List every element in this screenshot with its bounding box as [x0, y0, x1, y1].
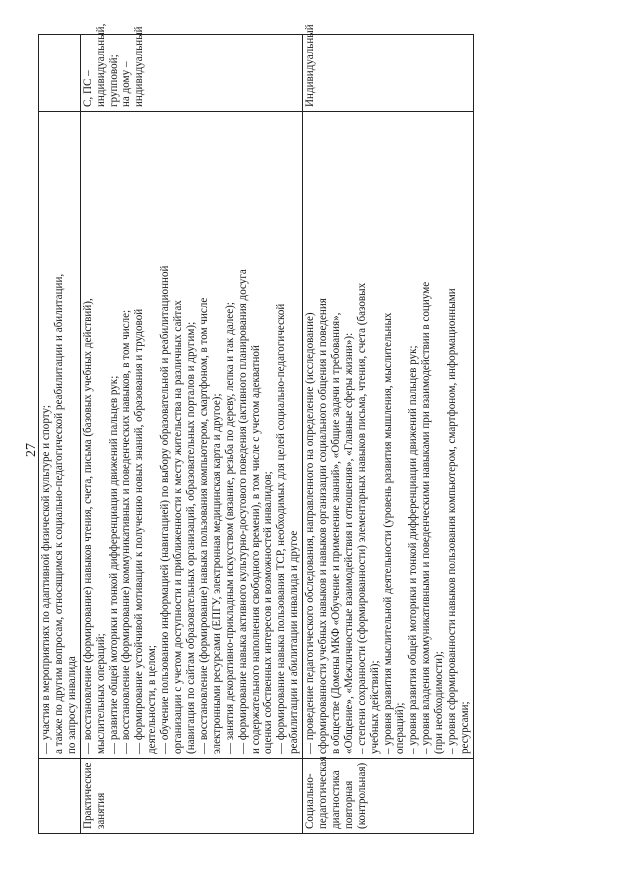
content-line: (при необходимости);: [433, 651, 446, 754]
activity-type-line: педагогическая: [317, 756, 330, 829]
content-line: — развитие общей моторики и тонкой дифференциации движений пальцев рук;: [107, 375, 120, 754]
cell-form: [39, 35, 81, 112]
content-line: учебных действий);: [368, 660, 381, 754]
form-line: Индивидуальный: [304, 24, 317, 107]
services-table: [38, 23, 474, 834]
cell-form: [303, 24, 474, 112]
content-line: операций);: [394, 702, 407, 754]
content-line: по запросу инвалида: [65, 656, 78, 754]
activity-type-line: Практические: [81, 762, 94, 829]
cell-content: [39, 112, 81, 759]
content-line: – уровня сформированности навыков пользования компьютером, смартфоном, информационными: [446, 288, 459, 754]
form-line: на дому –: [120, 61, 133, 107]
content-line: – уровня владения коммуникативными и поведенческими навыками при взаимодействии в социуме: [420, 281, 433, 754]
activity-type-line: повторная: [342, 780, 355, 829]
content-line: сформированности учебных навыков и навыков организации социального общения и поведения: [317, 298, 330, 754]
content-line: и содержательного наполнения свободного времени), в том числе с учетом адекватной: [249, 345, 262, 754]
table-row: [80, 35, 302, 834]
content-line: — формирование навыка активного культурно-досугового поведения (активного планирования досуга: [236, 269, 249, 754]
content-line: — занятия декоративно-прикладным искусством (вязание, резьба по дереву, лепка и так далее);: [223, 302, 236, 754]
activity-type-line: Социально-: [304, 773, 317, 829]
content-line: — восстановление (формирование) навыков чтения, счета, письма (базовых учебных действий),: [81, 298, 94, 754]
table-row: [39, 35, 81, 834]
content-line: — восстановление (формирование) навыка пользования компьютером, смартфоном, в том числе: [197, 297, 210, 754]
form-line: индивидуальный,: [94, 23, 107, 107]
content-line: в обществе (Домены МКФ «Обучение и применение знаний», «Общие задачи и требования»,: [329, 312, 342, 754]
content-line: – уровня развития общей моторики и тонкой дифференциации движений пальцев рук;: [407, 345, 420, 754]
content-line: «Общение», «Межличностные взаимодействия и отношения», «Главные сферы жизни»):: [342, 332, 355, 754]
content-line: – степени сохранности (сформированности) элементарных навыков письма, чтения, счета (базовых: [355, 282, 368, 754]
content-line: — участия в мероприятиях по адаптивной физической культуре и спорту;: [40, 405, 52, 754]
content-line: деятельности, в целом;: [146, 645, 159, 754]
cell-form: [80, 23, 302, 112]
cell-activity-type: [39, 759, 81, 834]
activity-type-line: диагностика: [329, 770, 342, 829]
content-line: – уровня развития мыслительной деятельности (уровень развития мышления, мыслительных: [381, 312, 394, 754]
cell-content: [80, 112, 302, 759]
content-line: ресурсами;: [459, 701, 471, 754]
form-line: групповой;: [107, 54, 120, 107]
content-line: — проведение педагогического обследования, направленного на определение (исследование): [304, 312, 317, 754]
content-line: оценки собственных интересов и возможностей инвалидов;: [262, 471, 275, 754]
content-line: мыслительных операций;: [94, 633, 107, 754]
form-line: С, ПС –: [81, 70, 94, 107]
content-line: электронными ресурсами (ЕПГУ, электронная медицинская карта и другое);: [210, 393, 223, 754]
activity-type-line: занятия: [94, 792, 107, 829]
activity-type-line: (контрольная): [355, 762, 368, 829]
content-line: организации с учетом доступности и приближенности к месту жительства на различных сайтах: [172, 300, 185, 754]
content-line: — формирование навыка пользования ТСР, необходимых для целей социально-педагогической: [275, 303, 288, 754]
content-line: — обучение пользованию информацией (навигацией) по выбору образовательной и реабилитационной: [159, 265, 172, 754]
content-line: (навигация по сайтам образовательных организаций, образовательных порталов и другим);: [184, 321, 197, 754]
table-row: [303, 35, 474, 834]
form-line: индивидуальный: [133, 26, 146, 107]
content-line: а также по другим вопросам, относящимся к социально-педагогической реабилитации и абилитации,: [52, 273, 65, 754]
cell-content: [303, 112, 474, 759]
content-line: реабилитации и абилитации инвалида и другое: [288, 530, 301, 754]
content-line: — восстановление (формирование) коммуникативных и поведенческих навыков, в том числе;: [120, 309, 133, 754]
content-line: — формирование устойчивой мотивации к получению новых знаний, образования и трудовой: [133, 308, 146, 754]
cell-activity-type: [303, 756, 474, 834]
page-number: 27: [24, 443, 39, 457]
cell-activity-type: [80, 759, 302, 834]
